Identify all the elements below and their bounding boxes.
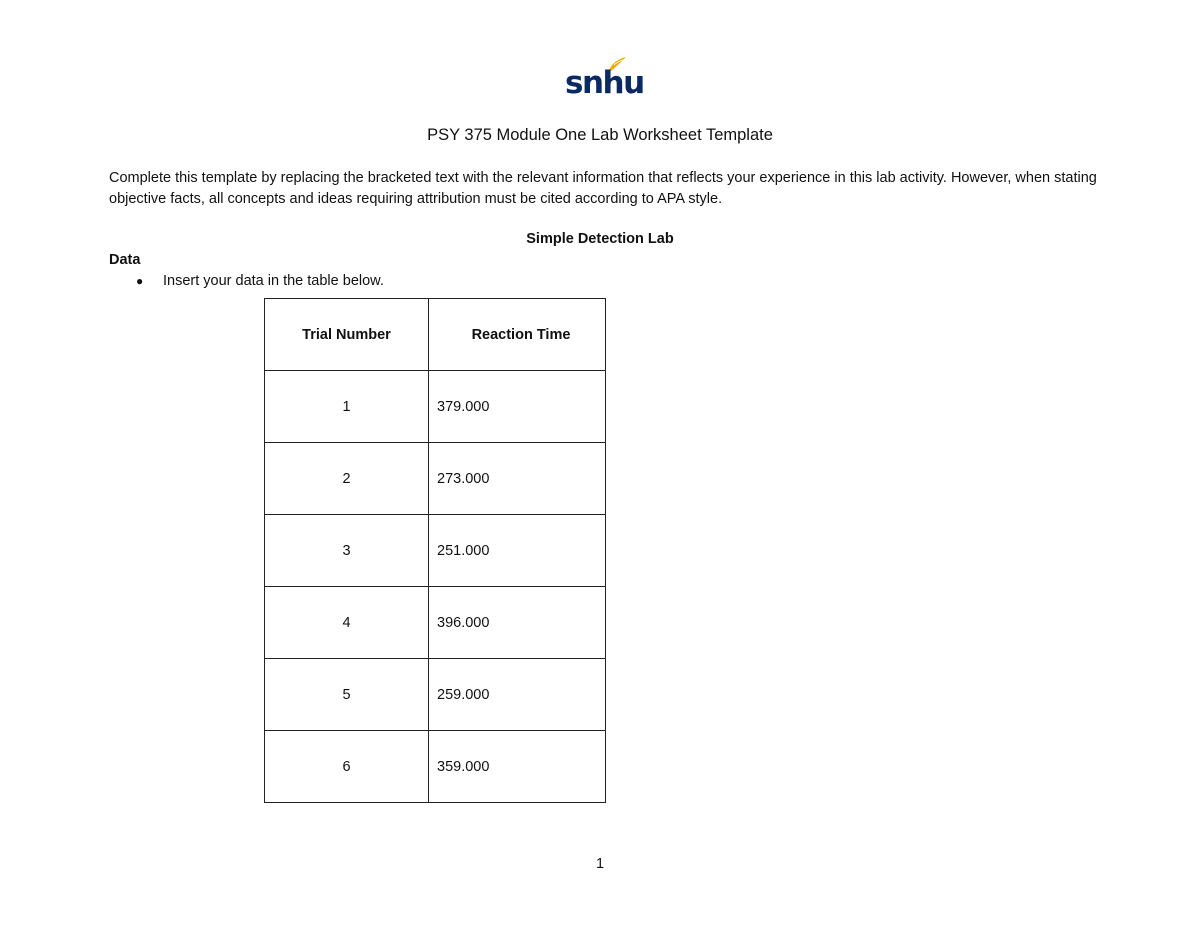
data-heading: Data — [109, 252, 141, 268]
table-row — [265, 443, 606, 515]
section-title: Simple Detection Lab — [526, 231, 674, 247]
trial-number-cell[interactable]: 3 — [265, 515, 429, 587]
table-row — [265, 371, 606, 443]
trial-number-cell[interactable]: 1 — [265, 371, 429, 443]
reaction-time-cell[interactable]: 251.000 — [429, 515, 606, 587]
bullet-text: Insert your data in the table below. — [163, 273, 384, 289]
reaction-time-cell[interactable]: 259.000 — [429, 659, 606, 731]
trial-number-cell[interactable]: 4 — [265, 587, 429, 659]
bullet-icon: ● — [136, 274, 144, 288]
trial-number-cell[interactable]: 2 — [265, 443, 429, 515]
trial-number-cell[interactable]: 5 — [265, 659, 429, 731]
page-number: 1 — [595, 856, 605, 872]
reaction-time-cell[interactable]: 396.000 — [429, 587, 606, 659]
table-row — [265, 587, 606, 659]
page-title: PSY 375 Module One Lab Worksheet Template — [427, 126, 773, 144]
snhu-logo — [565, 56, 644, 104]
table-header-row — [265, 299, 606, 371]
table-row — [265, 731, 606, 803]
table-row — [265, 515, 606, 587]
table-row — [265, 659, 606, 731]
reaction-time-cell[interactable]: 379.000 — [429, 371, 606, 443]
header-trial-number: Trial Number — [265, 299, 429, 371]
reaction-time-cell[interactable]: 359.000 — [429, 731, 606, 803]
header-reaction-time: Reaction Time — [429, 299, 606, 371]
intro-paragraph: Complete this template by replacing the bracketed text with the relevant information that reflects your experience in this lab activity. However, when stating objective facts, all concepts and ideas requiring attribution must be cited according to APA style. — [109, 170, 1097, 207]
trial-number-cell[interactable]: 6 — [265, 731, 429, 803]
data-table — [264, 298, 606, 803]
reaction-time-cell[interactable]: 273.000 — [429, 443, 606, 515]
logo-wordmark: snhu — [565, 65, 644, 101]
